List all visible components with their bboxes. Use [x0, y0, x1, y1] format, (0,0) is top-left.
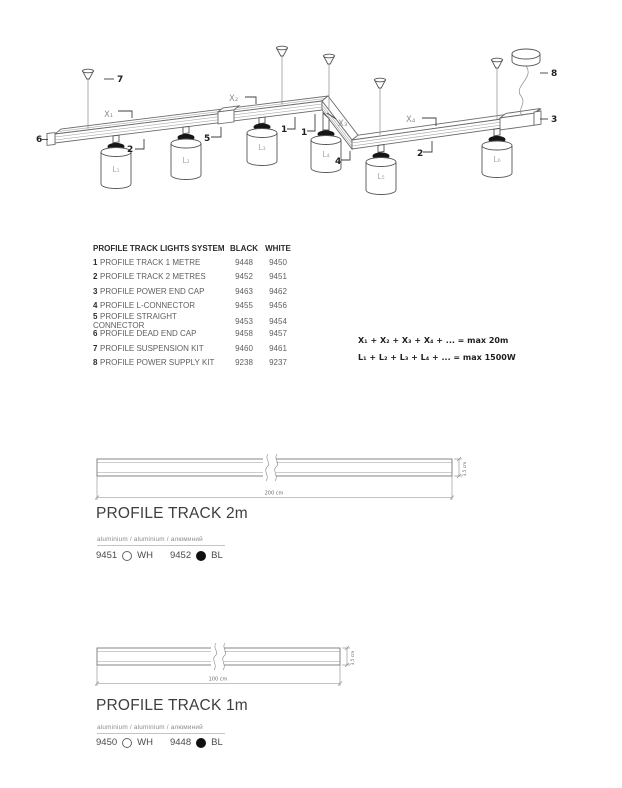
track-2m-profile — [97, 454, 452, 481]
code-black: 9455 — [235, 300, 253, 310]
system-limits — [358, 333, 516, 366]
height-dim-label: 3,5 cm — [463, 461, 468, 477]
suspension-cone-icon — [375, 78, 386, 135]
track-system-diagram — [0, 0, 622, 232]
row-number: 2 — [93, 272, 98, 282]
wh-color-dot-icon — [122, 738, 132, 748]
table-row — [93, 327, 295, 341]
parts-table — [93, 241, 295, 370]
table-row — [93, 270, 295, 284]
code-white: 9237 — [269, 358, 287, 368]
length-dim-label: 100 cm — [208, 676, 228, 683]
code-white: 9451 — [269, 272, 287, 282]
code-black: 9460 — [235, 343, 253, 353]
height-dim-label: 3,5 cm — [351, 650, 356, 666]
segment-label-x3: X₃ — [338, 119, 348, 129]
code-white: 9454 — [269, 316, 287, 326]
dead-end-cap — [47, 133, 55, 146]
code-white: 9462 — [269, 286, 287, 296]
row-number: 1 — [93, 257, 98, 267]
code-option — [170, 550, 223, 561]
lamp-label: L₁ — [112, 165, 120, 174]
code-black: 9458 — [235, 329, 253, 339]
variant-label: BL — [211, 550, 223, 561]
row-name: PROFILE TRACK 2 METRES — [100, 272, 206, 282]
code-black: 9238 — [235, 358, 253, 368]
callout-3: 3 — [551, 115, 558, 125]
power-supply-canopy — [512, 49, 540, 116]
product-title-2m: PROFILE TRACK 2m — [96, 505, 248, 522]
bl-color-dot-icon — [196, 551, 206, 561]
bl-color-dot-icon — [196, 738, 206, 748]
code-black: 9453 — [235, 316, 253, 326]
row-name: PROFILE POWER SUPPLY KIT — [100, 358, 215, 368]
callout-7: 7 — [117, 75, 124, 85]
suspension-cone-icon — [277, 46, 288, 105]
callout-6: 6 — [36, 135, 43, 145]
track-2m-drawing — [0, 440, 622, 518]
code-white: 9456 — [269, 300, 287, 310]
column-black: BLACK — [230, 243, 258, 253]
suspension-cone-icon — [83, 69, 94, 129]
table-row — [93, 255, 295, 269]
product-code: 9451 — [96, 550, 118, 561]
height-dimension — [342, 646, 356, 667]
row-name: PROFILE POWER END CAP — [100, 286, 205, 296]
table-row — [93, 298, 295, 312]
callout-5: 5 — [204, 134, 211, 144]
code-white: 9450 — [269, 257, 287, 267]
lamp-l5 — [366, 145, 396, 195]
height-dimension — [454, 457, 468, 478]
segment-label-x4: X₄ — [406, 115, 416, 125]
callout-4: 4 — [335, 157, 342, 167]
table-row — [93, 312, 295, 331]
row-number: 3 — [93, 286, 98, 296]
callout-1b: 1 — [301, 128, 308, 138]
callout-1a: 1 — [281, 125, 288, 135]
row-number: 4 — [93, 300, 98, 310]
column-white: WHITE — [265, 243, 291, 253]
code-white: 9461 — [269, 343, 287, 353]
code-black: 9463 — [235, 286, 253, 296]
lamp-label: L₅ — [377, 172, 385, 181]
row-number: 6 — [93, 329, 98, 339]
row-name: PROFILE SUSPENSION KIT — [100, 343, 204, 353]
divider — [97, 733, 225, 734]
table-header — [93, 241, 295, 255]
track-1m-drawing — [0, 630, 622, 708]
lamp-l3 — [247, 117, 277, 165]
wh-color-dot-icon — [122, 551, 132, 561]
segment-label-x1: X₁ — [104, 110, 114, 120]
max-length-formula: X₁ + X₂ + X₃ + X₄ + ... = max 20m — [358, 336, 509, 345]
lamp-l6 — [482, 128, 512, 177]
row-name: PROFILE DEAD END CAP — [100, 329, 197, 339]
suspension-cone-icon — [492, 58, 503, 119]
product-title-1m: PROFILE TRACK 1m — [96, 697, 248, 714]
lamp-label: L₄ — [322, 150, 330, 159]
row-number: 8 — [93, 358, 98, 368]
code-option — [96, 550, 153, 561]
product-codes-2m — [96, 550, 223, 561]
variant-label: WH — [137, 737, 153, 748]
power-wire — [519, 66, 528, 116]
variant-label: WH — [137, 550, 153, 561]
table-row — [93, 284, 295, 298]
callout-2a: 2 — [127, 145, 134, 155]
row-name: PROFILE TRACK 1 METRE — [100, 257, 201, 267]
callout-2b: 2 — [417, 149, 424, 159]
row-name: PROFILE STRAIGHT CONNECTOR — [93, 312, 177, 331]
track-1m-profile — [97, 643, 340, 670]
lamp-label: L₆ — [493, 155, 501, 164]
length-dimension — [95, 476, 454, 500]
materials-2m: aluminium / aluminium / алюминий — [97, 536, 203, 543]
lamp-label: L₂ — [182, 156, 190, 165]
table-row — [93, 355, 295, 369]
product-code: 9450 — [96, 737, 118, 748]
code-black: 9452 — [235, 272, 253, 282]
row-number: 5 — [93, 312, 98, 322]
table-row — [93, 341, 295, 355]
lamp-label: L₃ — [258, 143, 266, 152]
code-option — [170, 737, 223, 748]
materials-1m: aluminium / aluminium / алюминий — [97, 724, 203, 731]
callout-8: 8 — [551, 69, 558, 79]
row-number: 7 — [93, 343, 98, 353]
max-power-formula: L₁ + L₂ + L₃ + L₄ + ... = max 1500W — [358, 352, 516, 362]
product-code: 9448 — [169, 737, 192, 748]
segment-label-x2: X₂ — [229, 94, 239, 104]
row-name: PROFILE L-CONNECTOR — [100, 300, 195, 310]
code-white: 9457 — [269, 329, 287, 339]
lamp-l1 — [101, 135, 134, 188]
variant-label: BL — [211, 737, 223, 748]
lamp-l2 — [171, 127, 201, 180]
code-option — [96, 737, 153, 748]
code-black: 9448 — [235, 257, 253, 267]
product-codes-1m — [96, 737, 223, 748]
table-title: PROFILE TRACK LIGHTS SYSTEM — [93, 243, 225, 253]
product-code: 9452 — [169, 550, 192, 561]
length-dim-label: 200 cm — [264, 490, 284, 497]
divider — [97, 545, 225, 546]
